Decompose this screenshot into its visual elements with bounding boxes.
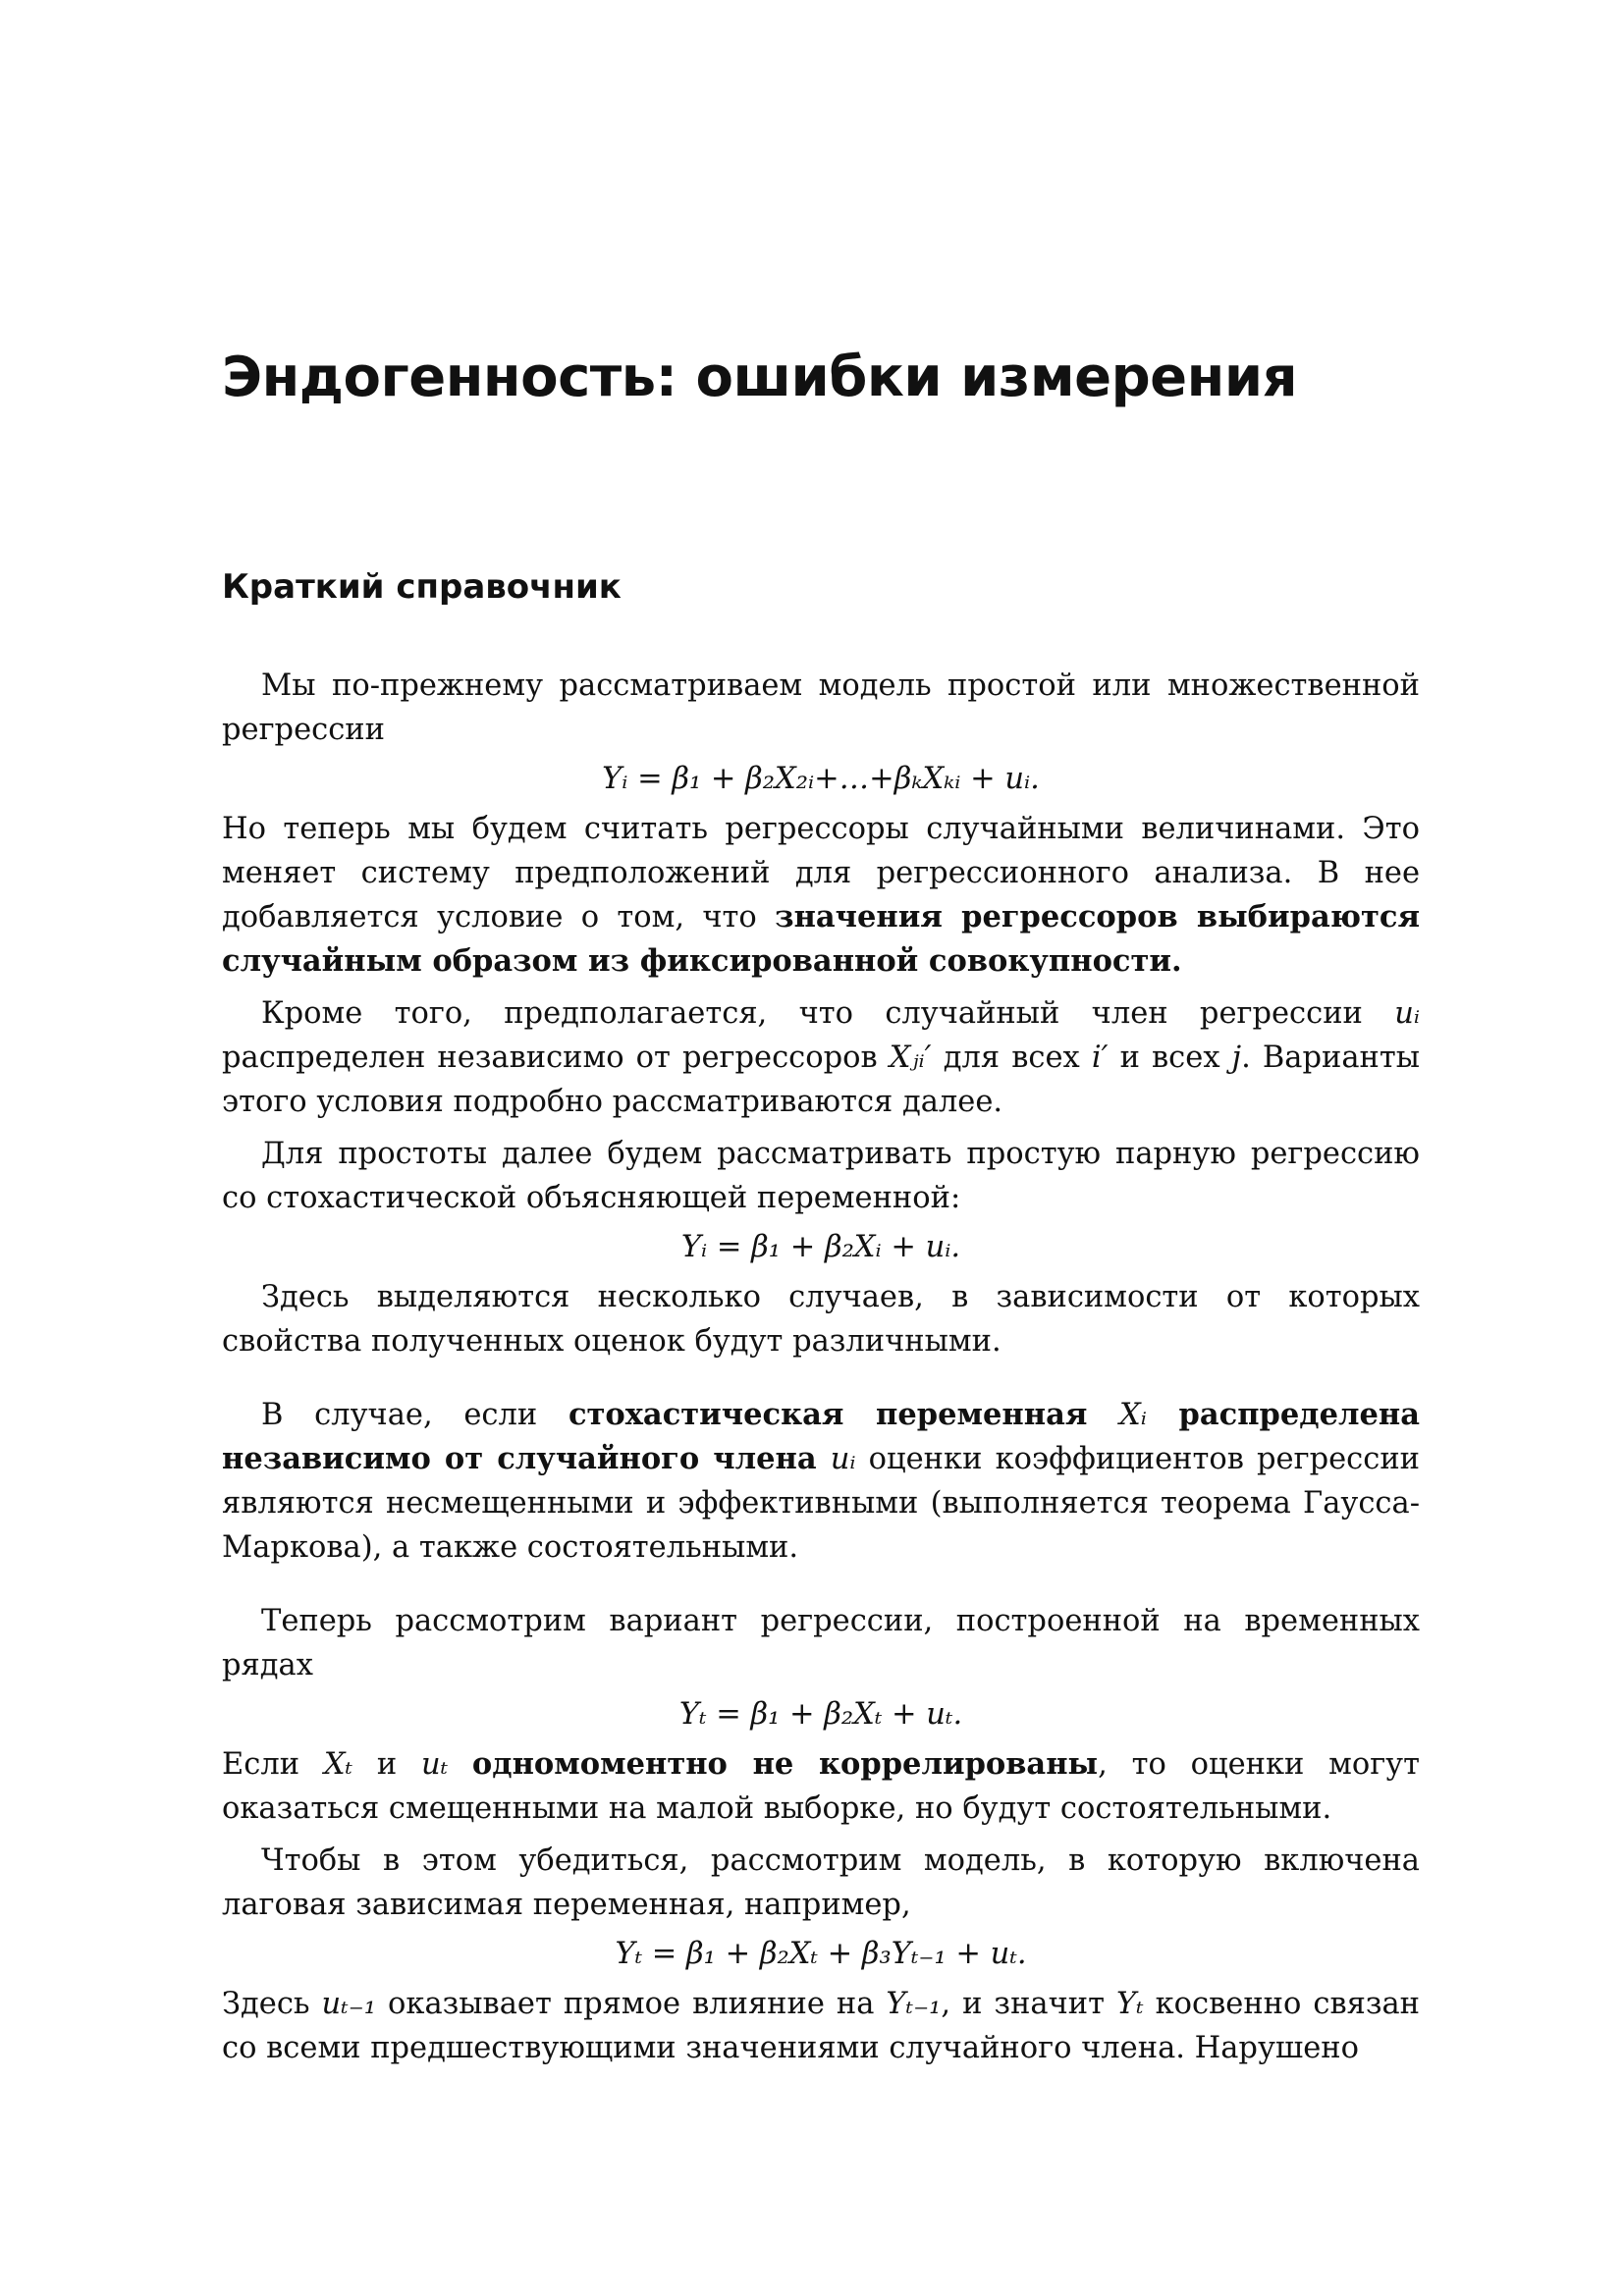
text: оценки коэффициентов регрессии являются несмещенными и эффективными (выполняется теорема Гаусса-Маркова), а также состоятельными.	[222, 1442, 1420, 1565]
math-i: i′	[1091, 1041, 1109, 1075]
paragraph-8	[222, 1742, 1420, 1831]
paragraph-5: Здесь выделяются несколько случаев, в зависимости от которых свойства полученных оценок будут различными.	[222, 1280, 1420, 1359]
paragraph-9: Чтобы в этом убедиться, рассмотрим модель, в которую включена лаговая зависимая переменная, например,	[222, 1843, 1420, 1922]
equation-1: Yᵢ = β₁ + β₂X₂ᵢ+…+βₖXₖᵢ + uᵢ.	[602, 762, 1040, 796]
math-u: uᵢ	[830, 1442, 856, 1476]
text: косвенно связан со всеми предшествующими значениями случайного члена. Нарушено	[222, 1987, 1421, 2065]
math-y: Yₜ	[1115, 1987, 1144, 2021]
text: Здесь	[222, 1987, 322, 2021]
math-j: j	[1231, 1041, 1242, 1075]
paragraph-3	[222, 991, 1420, 1124]
section-heading: Краткий справочник	[222, 567, 622, 607]
math-x: Xⱼᵢ′	[889, 1041, 932, 1075]
text: . Варианты этого условия подробно рассматриваются далее.	[222, 1041, 1420, 1119]
text	[448, 1747, 472, 1782]
bold-text: одномоментно не коррелированы	[471, 1746, 1099, 1782]
equation-2: Yᵢ = β₁ + β₂Xᵢ + uᵢ.	[680, 1230, 961, 1264]
math-u: uᵢ	[1394, 996, 1420, 1031]
text: для всех	[931, 1041, 1092, 1075]
paragraph-4: Для простоты далее будем рассматривать простую парную регрессию со стохастической объясняющей переменной:	[222, 1137, 1420, 1215]
bold-text: стохастическая переменная	[568, 1397, 1120, 1432]
text: оказывает прямое влияние на	[376, 1987, 887, 2021]
text: и всех	[1108, 1041, 1232, 1075]
text: Кроме того, предполагается, что случайный член регрессии	[261, 996, 1395, 1031]
math-u: uₜ₋₁	[321, 1987, 377, 2021]
math-u: uₜ	[420, 1747, 449, 1782]
body-text	[222, 664, 1420, 2070]
paragraph-10	[222, 1982, 1420, 2070]
text: распределен независимо от регрессоров	[222, 1041, 890, 1075]
math-x: Xₜ	[323, 1747, 353, 1782]
paragraph-6	[222, 1393, 1420, 1570]
paragraph-2-bold: значения регрессоров выбираются случайным образом из фиксированной совокупности.	[222, 899, 1420, 979]
equation-3: Yₜ = β₁ + β₂Xₜ + uₜ.	[678, 1697, 963, 1732]
paragraph-2	[222, 807, 1420, 984]
chapter-title: Эндогенность: ошибки измерения	[222, 346, 1298, 409]
math-x: Xᵢ	[1119, 1398, 1147, 1432]
equation-4: Yₜ = β₁ + β₂Xₜ + β₃Yₜ₋₁ + uₜ.	[615, 1937, 1027, 1971]
bold-text: распределена независимо от случайного члена	[222, 1397, 1420, 1476]
math-y: Yₜ₋₁	[886, 1987, 942, 2021]
text: и	[352, 1747, 421, 1782]
text: Если	[222, 1747, 324, 1782]
text: В случае, если	[261, 1398, 568, 1432]
paragraph-7: Теперь рассмотрим вариант регрессии, построенной на временных рядах	[222, 1604, 1420, 1682]
text: , и значит	[941, 1987, 1116, 2021]
text: , то оценки могут оказаться смещенными на малой выборке, но будут состоятельными.	[222, 1747, 1421, 1826]
paragraph-1: Мы по-прежнему рассматриваем модель простой или множественной регрессии	[222, 668, 1420, 747]
paragraph-2-text: Но теперь мы будем считать регрессоры случайными величинами. Это меняет систему предположений для регрессионного анализа. В нее добавляется условие о том, что	[222, 812, 1420, 934]
